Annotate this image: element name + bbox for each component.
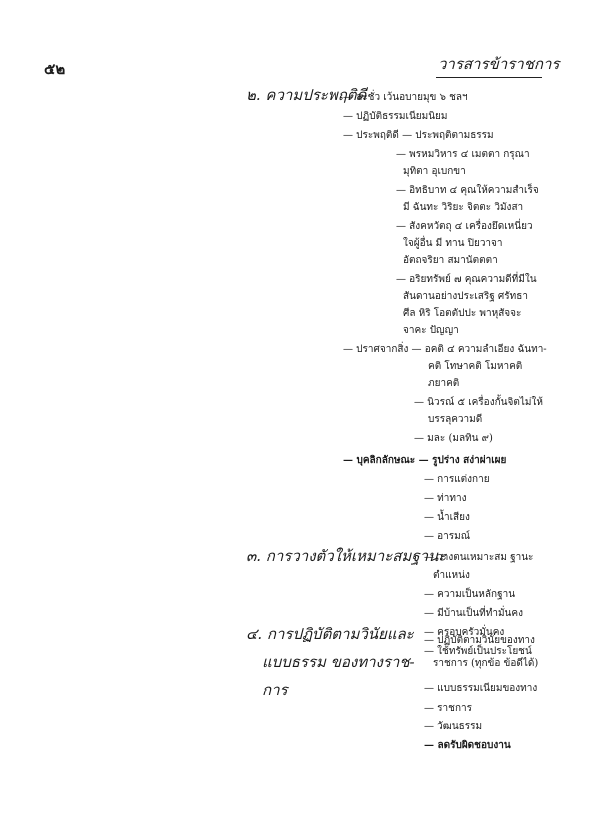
outline-line-sec4-heading-2: แบบธรรม ของทางราช- [262,653,415,671]
outline-line-sec3-c: — มีบ้านเป็นที่ทำมั่นคง [424,608,523,619]
outline-line-avoid-2: คติ โทษาคติ โมหาคติ [428,361,523,372]
outline-line-voice: — น้ำเสียง [424,512,470,523]
outline-line-nivarana-1: — นิวรณ์ ๕ เครื่องกั้นจิตไม่ให้ [414,397,543,408]
running-header: วารสารข้าราชการ [438,55,560,73]
outline-line-sangahavatthu-3: อัตถจริยา สมานัตตตา [403,255,498,266]
outline-line-sec4-a2: ราชการ (ทุกข้อ ข้อดีได้) [433,658,539,669]
outline-line-ariyasap-2: สันดานอย่างประเสริฐ ศรัทธา [403,291,528,302]
outline-line-sec3-heading: ๓. การวางตัวให้เหมาะสมฐานะ [246,547,447,565]
outline-line-sec4-a: — ปฏิบัติตามวินัยของทาง [424,635,535,646]
outline-line-sec2-heading: ๒. ความประพฤติดี [246,86,367,104]
outline-line-sangahavatthu-1: — สังคหวัตถุ ๔ เครื่องยึดเหนี่ยว [396,221,533,232]
page-number: ๕๒ [44,60,66,78]
outline-line-iddhipada-2: มี ฉันทะ วิริยะ จิตตะ วิมังสา [403,202,524,213]
outline-line-sec4-heading-3: การ [262,681,288,699]
outline-line-sangahavatthu-2: ใจผู้อื่น มี ทาน ปิยวาจา [403,238,503,249]
outline-line-brahmavihara-1: — พรหมวิหาร ๔ เมตตา กรุณา [396,149,530,160]
outline-line-sec4-c: — ราชการ [424,703,472,714]
outline-line-sec3-a: — วางตนเหมาะสม ฐานะ [424,552,534,563]
outline-line-sec4-e: — ลดรับผิดชอบงาน [424,740,511,751]
outline-line-avoid-1: — ปราศจากสิ่ง — อคติ ๔ ความลำเอียง ฉันทา- [343,344,547,355]
outline-line-temperament: — อารมณ์ [424,531,471,542]
outline-line-sec4-b: — แบบธรรมเนียมของทาง [424,683,538,694]
outline-line-sec3-a2: ตำแหน่ง [433,570,470,581]
outline-line-ariyasap-4: จาคะ ปัญญา [403,325,459,336]
outline-line-iddhipada-1: — อิทธิบาท ๔ คุณให้ความสำเร็จ [396,185,539,196]
header-underline [436,77,542,78]
outline-line-sec3-e: — ใช้ทรัพย์เป็นประโยชน์ [424,646,532,657]
outline-line-manner: — ท่าทาง [424,493,467,504]
outline-line-sec3-d: — ครอบครัวมั่นคง [424,627,505,638]
outline-line-personality: — บุคลิกลักษณะ — รูปร่าง สง่าผ่าเผย [343,455,507,466]
outline-line-dress: — การแต่งกาย [424,474,490,485]
outline-line-practice-local: — ปฏิบัติธรรมเนียมนิยม [343,111,448,122]
outline-line-brahmavihara-2: มุทิตา อุเบกขา [403,166,466,177]
outline-line-sec4-heading-1: ๔. การปฏิบัติตามวินัยและ [246,625,414,643]
outline-line-sec3-b: — ความเป็นหลักฐาน [424,589,516,600]
outline-line-sec2-subline: — ละชั่ว เว้นอบายมุข ๖ ชลฯ [343,92,468,103]
outline-line-conduct-good: — ประพฤติดี — ประพฤติตามธรรม [343,130,494,141]
outline-line-sec4-d: — วัฒนธรรม [424,721,483,732]
outline-line-ariyasap-1: — อริยทรัพย์ ๗ คุณความดีที่มีใน [396,274,537,285]
outline-line-nivarana-2: บรรลุความดี [428,414,483,425]
outline-line-mala: — มละ (มลทิน ๙) [414,433,493,444]
outline-line-avoid-3: ภยาคติ [428,378,460,389]
outline-line-ariyasap-3: ศีล หิริ โอตตัปปะ พาหุสัจจะ [403,308,522,319]
